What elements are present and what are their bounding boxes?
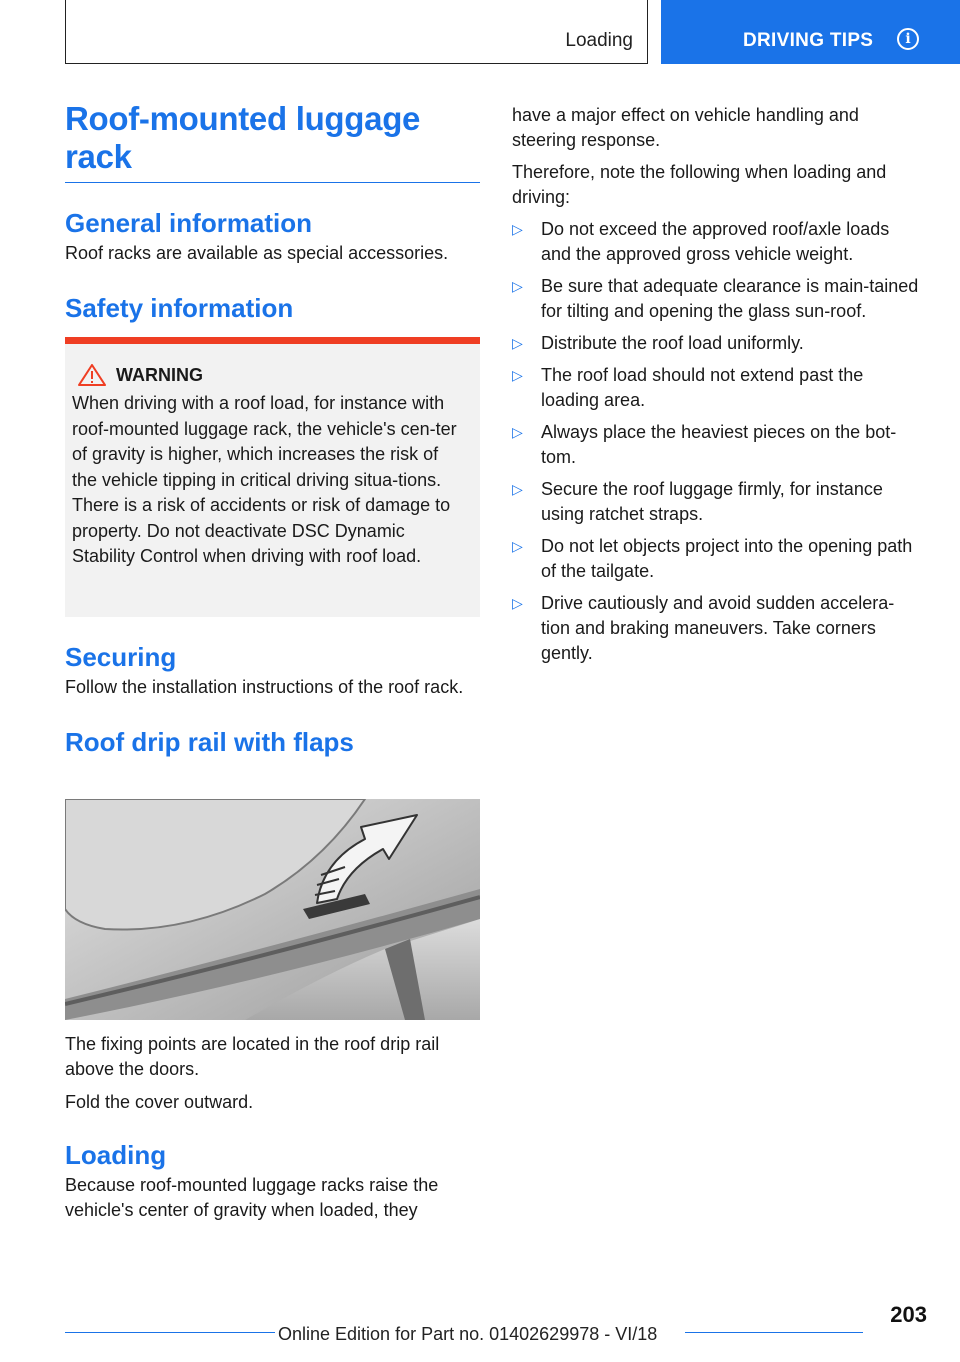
list-item-text: Do not let objects project into the opening path of the tailgate. (541, 536, 913, 581)
list-item (512, 363, 922, 413)
general-information-text: Roof racks are available as special accessories. (65, 243, 449, 263)
header-chapter-label: DRIVING TIPS (743, 30, 874, 51)
header-chapter-tab[interactable] (661, 0, 960, 64)
fixing-points-text: The fixing points are located in the roof drip rail above the doors. (65, 1034, 440, 1079)
left-column-lower (65, 641, 480, 758)
list-item (512, 217, 922, 267)
footer-divider-right (685, 1332, 863, 1333)
page-title: Roof-mounted luggage rack (65, 100, 480, 183)
warning-triangle-icon (78, 364, 106, 386)
footer-edition-text: Online Edition for Part no. 01402629978 - VI/18 (278, 1324, 658, 1344)
list-item-text: The roof load should not extend past the loading area. (541, 365, 864, 410)
securing-text: Follow the installation instructions of the roof rack. (65, 677, 464, 697)
bullet-marker: ▷ (512, 424, 523, 440)
list-item (512, 274, 922, 324)
bullet-marker: ▷ (512, 335, 523, 351)
left-column (65, 100, 480, 324)
loading-heading: Loading (65, 1140, 167, 1170)
list-item (512, 534, 922, 584)
list-item-text: Always place the heaviest pieces on the bot‐tom. (541, 422, 897, 467)
safety-information-heading: Safety information (65, 293, 294, 323)
fold-cover-text: Fold the cover outward. (65, 1092, 254, 1112)
securing-heading: Securing (65, 642, 177, 672)
roof-drip-rail-illustration (65, 799, 480, 1020)
list-item-text: Distribute the roof load uniformly. (541, 333, 804, 353)
bullet-marker: ▷ (512, 367, 523, 383)
header-section-label: Loading (565, 30, 633, 51)
right-column (512, 103, 922, 673)
bullet-marker: ▷ (512, 278, 523, 294)
loading-text: Because roof-mounted luggage racks raise the vehicle's center of gravity when loaded, they (65, 1175, 439, 1220)
list-item-text: Secure the roof luggage firmly, for instance using ratchet straps. (541, 479, 883, 524)
warning-label: WARNING (116, 364, 203, 385)
warning-text: When driving with a roof load, for instance with roof-mounted luggage rack, the vehicle's cen‐ter of gravity is higher, which increases the risk of the vehicle tipping in critical driving situa‐tions. There is a risk of accidents or risk of damage to property. Do not deactivate DSC Dynamic Stability Control when driving with roof load. (72, 393, 457, 566)
warning-box (65, 337, 480, 617)
general-information-heading: General information (65, 208, 313, 238)
continuation-text: have a major effect on vehicle handling and steering response. (512, 105, 859, 150)
bullet-marker: ▷ (512, 481, 523, 497)
bullet-marker: ▷ (512, 221, 523, 237)
list-item (512, 331, 922, 356)
list-item (512, 420, 922, 470)
list-item-text: Do not exceed the approved roof/axle loads and the approved gross vehicle weight. (541, 219, 890, 264)
info-icon: i (897, 28, 919, 50)
list-item-text: Be sure that adequate clearance is main‐tained for tilting and opening the glass sun‐roof. (541, 276, 919, 321)
note-text: Therefore, note the following when loading and driving: (512, 162, 887, 207)
roof-drip-rail-heading: Roof drip rail with flaps (65, 727, 354, 757)
list-item-text: Drive cautiously and avoid sudden accelera‐tion and braking maneuvers. Take corners gently. (541, 593, 895, 663)
left-column-bottom (65, 1032, 480, 1223)
list-item (512, 591, 922, 666)
warning-title (72, 364, 468, 386)
list-item (512, 477, 922, 527)
bullet-marker: ▷ (512, 538, 523, 554)
header-section-box (65, 0, 648, 64)
footer-divider-left (65, 1332, 275, 1333)
loading-bullet-list (512, 217, 922, 666)
page-number: 203 (890, 1302, 927, 1327)
bullet-marker: ▷ (512, 595, 523, 611)
